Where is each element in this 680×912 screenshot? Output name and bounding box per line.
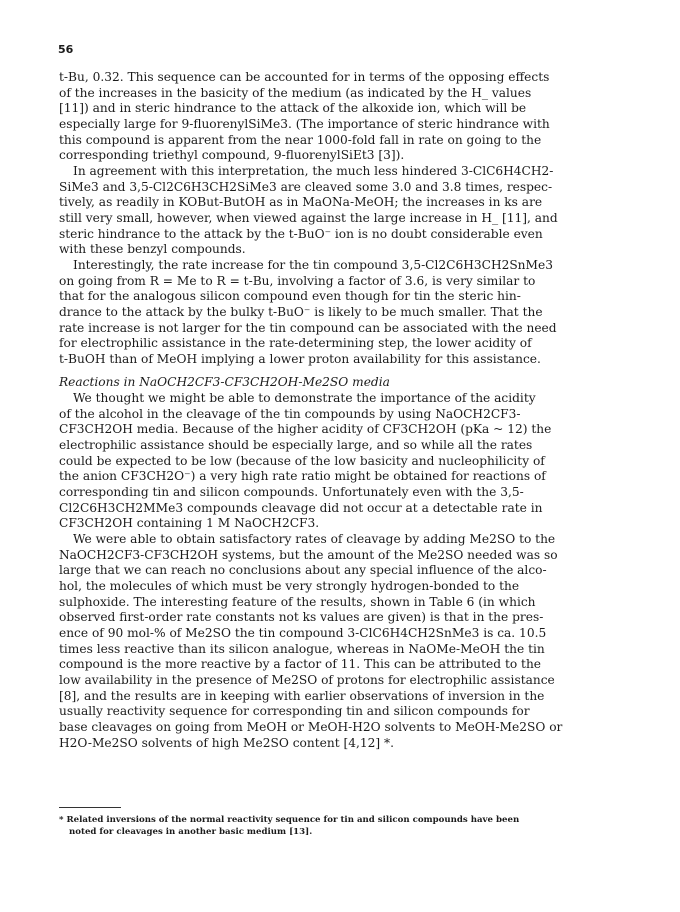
text-line: sulphoxide. The interesting feature of the results, shown in Table 6 (in which (59, 594, 536, 609)
text-line: corresponding triethyl compound, 9-fluorenylSiEt3 [3]). (59, 148, 405, 163)
text-line: t-BuOH than of MeOH implying a lower proton availability for this assistance. (59, 351, 541, 366)
text-line: with these benzyl compounds. (59, 242, 246, 257)
text-line: especially large for 9-fluorenylSiMe3. (The importance of steric hindrance with (59, 116, 550, 131)
text-line: tively, as readily in KOBut-ButOH as in MaONa-MeOH; the increases in ks are (59, 195, 543, 210)
text-line: that for the analogous silicon compound even though for tin the steric hin- (59, 289, 521, 304)
text-line: compound is the more reactive by a factor of 11. This can be attributed to the (59, 657, 542, 672)
text-line: corresponding tin and silicon compounds. Unfortunately even with the 3,5- (59, 485, 524, 500)
text-line: observed first-order rate constants not ks values are given) is that in the pres- (59, 610, 544, 625)
footnote-line: noted for cleavages in another basic medium [13]. (69, 827, 313, 837)
text-line: t-Bu, 0.32. This sequence can be accounted for in terms of the opposing effects (59, 70, 550, 84)
text-line: ence of 90 mol-% of Me2SO the tin compound 3-ClC6H4CH2SnMe3 is ca. 10.5 (59, 625, 547, 640)
text-line: base cleavages on going from MeOH or MeOH-H2O solvents to MeOH-Me2SO or (59, 719, 563, 734)
body-text (59, 70, 635, 751)
text-line: In agreement with this interpretation, the much less hindered 3-ClC6H4CH2- (73, 163, 554, 178)
footnote-divider (59, 807, 121, 808)
text-line: steric hindrance to the attack by the t-BuO⁻ ion is no doubt considerable even (59, 226, 543, 241)
text-line: the anion CF3CH2O⁻) a very high rate ratio might be obtained for reactions of (59, 469, 546, 484)
text-line: CF3CH2OH media. Because of the higher acidity of CF3CH2OH (pKa ~ 12) the (59, 422, 552, 437)
text-line: SiMe3 and 3,5-Cl2C6H3CH2SiMe3 are cleaved some 3.0 and 3.8 times, respec- (59, 179, 553, 194)
text-line: rate increase is not larger for the tin compound can be associated with the need (59, 320, 557, 335)
text-line: drance to the attack by the bulky t-BuO⁻ is likely to be much smaller. That the (59, 304, 543, 319)
text-line: on going from R = Me to R = t-Bu, involving a factor of 3.6, is very similar to (59, 273, 536, 288)
text-line: Interestingly, the rate increase for the tin compound 3,5-Cl2C6H3CH2SnMe3 (73, 257, 553, 272)
paragraph-gap (59, 367, 635, 375)
page-number: 56 (58, 43, 74, 56)
section-heading: Reactions in NaOCH2CF3-CF3CH2OH-Me2SO media (59, 375, 390, 390)
footnote (59, 814, 619, 838)
text-line: [11]) and in steric hindrance to the attack of the alkoxide ion, which will be (59, 101, 527, 116)
text-line: CF3CH2OH containing 1 M NaOCH2CF3. (59, 516, 320, 531)
text-line: Cl2C6H3CH2MMe3 compounds cleavage did not occur at a detectable rate in (59, 500, 543, 515)
text-line: this compound is apparent from the near 1000-fold fall in rate on going to the (59, 132, 542, 147)
text-line: H2O-Me2SO solvents of high Me2SO content [4,12] *. (59, 735, 394, 750)
text-line: [8], and the results are in keeping with earlier observations of inversion in the (59, 688, 545, 703)
text-line: We thought we might be able to demonstrate the importance of the acidity (73, 391, 536, 406)
footnote-line: * Related inversions of the normal reactivity sequence for tin and silicon compounds have been (59, 815, 520, 825)
text-line: could be expected to be low (because of the low basicity and nucleophilicity of (59, 453, 545, 468)
text-line: hol, the molecules of which must be very strongly hydrogen-bonded to the (59, 579, 520, 593)
text-line: for electrophilic assistance in the rate-determining step, the lower acidity of (59, 336, 532, 351)
text-line: of the increases in the basicity of the medium (as indicated by the H_ values (59, 85, 532, 100)
text-line: still very small, however, when viewed against the large increase in H_ [11], and (59, 210, 558, 225)
text-line: low availability in the presence of Me2SO of protons for electrophilic assistance (59, 672, 555, 687)
text-line: times less reactive than its silicon analogue, whereas in NaOMe-MeOH the tin (59, 641, 545, 656)
text-line: We were able to obtain satisfactory rates of cleavage by adding Me2SO to the (73, 532, 556, 547)
text-line: usually reactivity sequence for corresponding tin and silicon compounds for (59, 704, 530, 719)
text-line: of the alcohol in the cleavage of the tin compounds by using NaOCH2CF3- (59, 406, 521, 421)
text-line: NaOCH2CF3-CF3CH2OH systems, but the amount of the Me2SO needed was so (59, 547, 558, 562)
text-line: electrophilic assistance should be especially large, and so while all the rates (59, 438, 533, 453)
text-line: large that we can reach no conclusions about any special influence of the alco- (59, 563, 547, 578)
